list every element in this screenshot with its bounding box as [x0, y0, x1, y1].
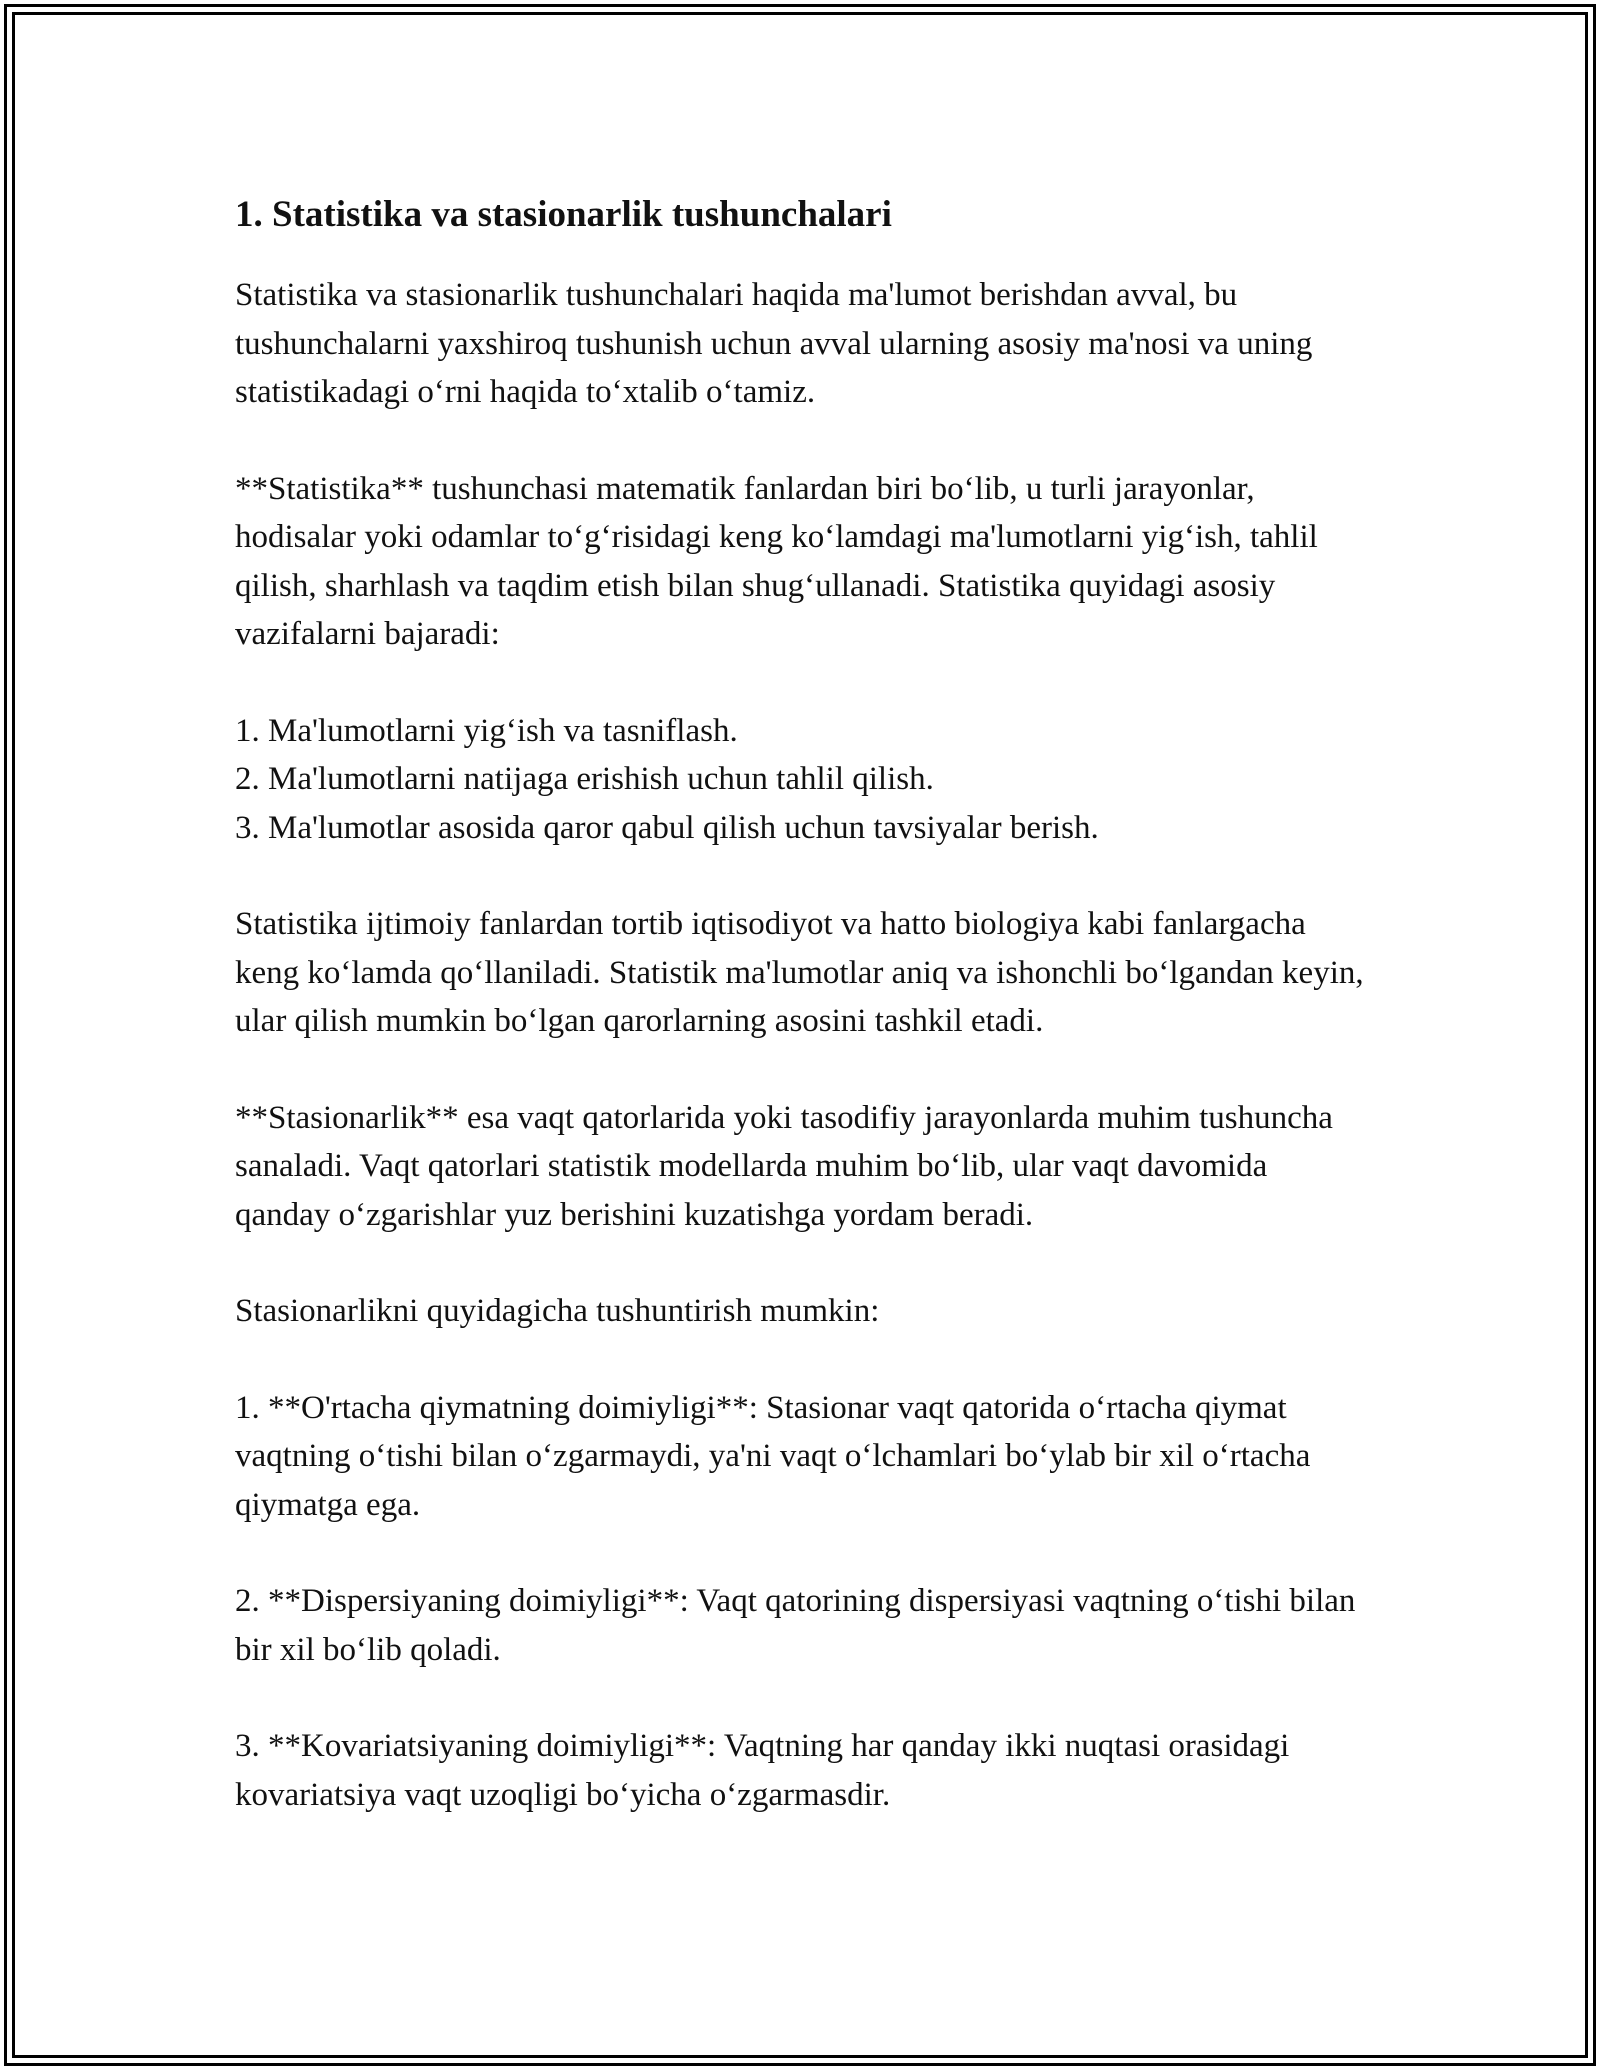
list-item: 1. Ma'lumotlarni yig‘ish va tasniflash.	[235, 712, 738, 749]
document-body	[235, 185, 1370, 1867]
condition-variance-paragraph: 2. **Dispersiyaning doimiyligi**: Vaqt qatorining dispersiyasi vaqtning o‘tishi bilan bir xil bo‘lib qoladi.	[235, 1583, 1356, 1668]
application-paragraph: Statistika ijtimoiy fanlardan tortib iqtisodiyot va hatto biologiya kabi fanlargacha keng ko‘lamda qo‘llaniladi. Statistik ma'lumotlar aniq va ishonchli bo‘lgandan keyin, ular qilish mumkin bo‘lgan qarorlarning asosini tashkil etadi.	[235, 906, 1364, 1039]
list-item: 3. Ma'lumotlar asosida qaror qabul qilish uchun tavsiyalar berish.	[235, 809, 1099, 846]
stasionarlik-intro-paragraph: Stasionarlikni quyidagicha tushuntirish mumkin:	[235, 1293, 880, 1329]
condition-covariance-paragraph: 3. **Kovariatsiyaning doimiyligi**: Vaqtning har qanday ikki nuqtasi orasidagi kovariatsiya vaqt uzoqligi bo‘yicha o‘zgarmasdir.	[235, 1728, 1290, 1813]
section-heading: 1. Statistika va stasionarlik tushunchalari	[235, 194, 892, 235]
statistika-tasks-list	[235, 707, 1370, 853]
condition-mean-paragraph: 1. **O'rtacha qiymatning doimiyligi**: Stasionar vaqt qatorida o‘rtacha qiymat vaqtning o‘tishi bilan o‘zgarmaydi, ya'ni vaqt o‘lchamlari bo‘ylab bir xil o‘rtacha qiymatga ega.	[235, 1389, 1311, 1523]
list-item: 2. Ma'lumotlarni natijaga erishish uchun tahlil qilish.	[235, 761, 934, 797]
stasionarlik-definition-paragraph: **Stasionarlik** esa vaqt qatorlarida yoki tasodifiy jarayonlarda muhim tushuncha sanaladi. Vaqt qatorlari statistik modellarda muhim bo‘lib, ular vaqt davomida qanday o‘zgarishlar yuz berishini kuzatishga yordam beradi.	[235, 1099, 1333, 1233]
intro-paragraph: Statistika va stasionarlik tushunchalari haqida ma'lumot berishdan avval, bu tushunchalarni yaxshiroq tushunish uchun avval ularning asosiy ma'nosi va uning statistikadagi o‘rni haqida to‘xtalib o‘tamiz.	[235, 277, 1313, 410]
statistika-definition-paragraph: **Statistika** tushunchasi matematik fanlardan biri bo‘lib, u turli jarayonlar, hodisalar yoki odamlar to‘g‘risidagi keng ko‘lamdagi ma'lumotlarni yig‘ish, tahlil qilish, sharhlash va taqdim etish bilan shug‘ullanadi. Statistika quyidagi asosiy vazifalarni bajaradi:	[235, 470, 1318, 652]
